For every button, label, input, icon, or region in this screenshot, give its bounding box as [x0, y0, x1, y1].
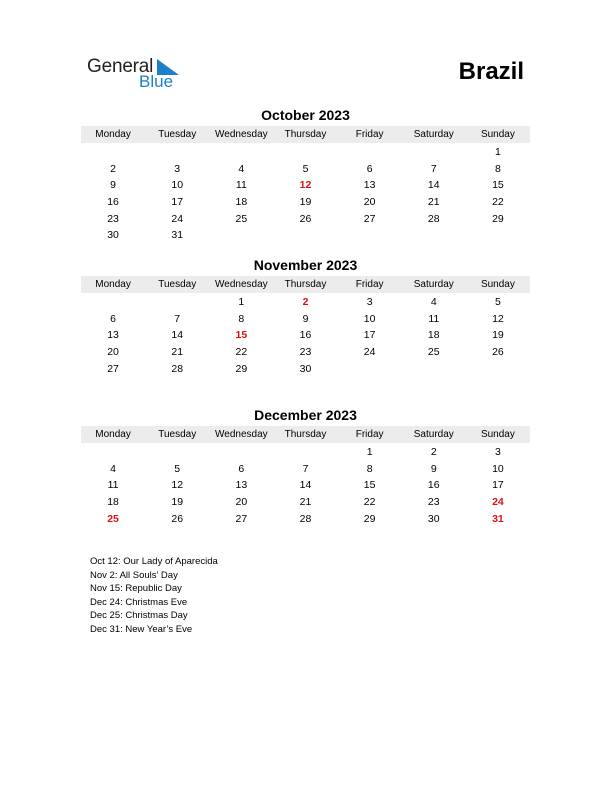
day-cell: 14 [427, 179, 440, 192]
day-cell: 30 [107, 229, 119, 242]
day-cell: 20 [107, 346, 119, 359]
holiday-note: Oct 12: Our Lady of Aparecida [90, 556, 218, 567]
day-grid [81, 144, 530, 244]
day-cell: 19 [171, 496, 184, 509]
month-title: October 2023 [261, 107, 350, 123]
day-cell: 26 [171, 512, 184, 525]
day-cell: 13 [107, 329, 119, 342]
empty-day-cell [402, 227, 466, 244]
weekday-label: Tuesday [158, 429, 197, 440]
day-cell: 13 [235, 479, 248, 492]
day-cell: 19 [492, 329, 504, 342]
weekday-label: Monday [95, 129, 131, 140]
holiday-day-cell: 25 [107, 512, 119, 525]
weekday-label: Wednesday [215, 129, 268, 140]
day-cell: 9 [430, 462, 437, 475]
empty-day-cell [209, 227, 273, 244]
weekday-label: Tuesday [158, 279, 197, 290]
day-cell: 5 [302, 162, 309, 175]
day-cell: 8 [366, 462, 373, 475]
day-cell: 4 [430, 296, 437, 308]
day-cell: 16 [427, 479, 440, 492]
day-cell: 7 [430, 162, 437, 175]
empty-day-cell [466, 361, 530, 378]
weekday-header [81, 276, 530, 293]
day-cell: 6 [110, 312, 116, 325]
day-grid [81, 444, 530, 527]
day-cell: 21 [299, 496, 312, 509]
day-cell: 8 [238, 312, 245, 325]
holiday-note: Nov 15: Republic Day [90, 583, 182, 595]
empty-day-cell [273, 227, 337, 244]
month-november [81, 256, 530, 377]
day-cell: 1 [366, 446, 373, 458]
day-cell: 16 [107, 196, 119, 209]
weekday-label: Sunday [480, 429, 515, 440]
day-cell: 17 [171, 196, 184, 209]
empty-day-cell [338, 227, 402, 244]
day-cell: 30 [299, 362, 312, 375]
day-cell: 12 [171, 479, 184, 492]
day-cell: 3 [495, 446, 501, 458]
day-cell: 31 [171, 229, 184, 242]
day-cell: 3 [366, 296, 373, 308]
day-cell: 4 [110, 462, 116, 475]
day-cell: 18 [235, 196, 248, 209]
weekday-label: Friday [355, 279, 384, 290]
holiday-note: Dec 31: New Year’s Eve [90, 623, 193, 635]
holiday-note: Nov 2: All Souls’ Day [90, 569, 178, 581]
day-cell: 22 [492, 196, 504, 209]
generalblue-logo [87, 56, 187, 92]
holiday-day-cell: 15 [235, 329, 248, 342]
weekday-label: Tuesday [158, 129, 197, 140]
holiday-list [90, 555, 218, 637]
day-cell: 22 [363, 496, 376, 509]
day-cell: 13 [363, 179, 376, 192]
logo-text-blue: Blue [139, 72, 174, 91]
day-cell: 24 [363, 346, 376, 359]
weekday-label: Sunday [480, 279, 515, 290]
holiday-day-cell: 31 [492, 512, 504, 525]
holiday-day-cell: 2 [302, 296, 309, 308]
day-cell: 27 [363, 212, 376, 225]
weekday-label: Saturday [413, 129, 454, 140]
empty-day-cell [338, 144, 402, 161]
country-title: Brazil [458, 58, 524, 85]
day-cell: 11 [235, 179, 247, 192]
day-cell: 16 [299, 329, 312, 342]
day-cell: 17 [492, 479, 504, 492]
weekday-label: Friday [355, 129, 384, 140]
empty-day-cell [145, 144, 209, 161]
empty-day-cell [81, 444, 145, 461]
day-cell: 11 [107, 479, 119, 492]
day-cell: 19 [299, 196, 312, 209]
day-cell: 23 [107, 212, 119, 225]
empty-day-cell [145, 444, 209, 461]
empty-day-cell [466, 227, 530, 244]
day-cell: 15 [363, 479, 376, 492]
empty-day-cell [209, 144, 273, 161]
logo-text-general: General [87, 56, 154, 77]
weekday-label: Thursday [284, 129, 327, 140]
day-cell: 26 [492, 346, 504, 359]
day-cell: 12 [492, 312, 504, 325]
weekday-label: Wednesday [215, 429, 268, 440]
day-cell: 29 [492, 212, 504, 225]
day-cell: 25 [235, 212, 248, 225]
weekday-label: Thursday [284, 279, 327, 290]
day-cell: 11 [428, 312, 440, 325]
empty-day-cell [402, 361, 466, 378]
day-cell: 14 [171, 329, 184, 342]
day-cell: 2 [110, 162, 116, 175]
day-cell: 8 [495, 162, 501, 175]
empty-day-cell [81, 144, 145, 161]
day-cell: 14 [299, 479, 312, 492]
day-cell: 20 [363, 196, 376, 209]
day-cell: 1 [495, 146, 501, 158]
day-cell: 18 [107, 496, 119, 509]
holiday-day-cell: 24 [492, 496, 504, 509]
weekday-label: Saturday [413, 279, 454, 290]
holiday-note: Dec 25: Christmas Day [90, 610, 188, 622]
day-cell: 21 [427, 196, 440, 209]
weekday-header [81, 426, 530, 443]
day-cell: 23 [299, 346, 312, 359]
day-cell: 28 [171, 362, 184, 375]
weekday-label: Thursday [284, 429, 327, 440]
day-cell: 29 [363, 512, 376, 525]
weekday-header [81, 126, 530, 143]
day-cell: 18 [427, 329, 440, 342]
day-cell: 10 [363, 312, 376, 325]
day-cell: 17 [363, 329, 376, 342]
weekday-label: Friday [355, 429, 384, 440]
day-cell: 7 [174, 312, 181, 325]
day-cell: 22 [235, 346, 248, 359]
day-cell: 5 [495, 296, 501, 308]
empty-day-cell [209, 444, 273, 461]
day-cell: 20 [235, 496, 248, 509]
weekday-label: Sunday [480, 129, 515, 140]
day-cell: 27 [235, 512, 248, 525]
day-cell: 1 [238, 296, 245, 308]
day-grid [81, 294, 530, 377]
day-cell: 10 [492, 462, 504, 475]
month-title: December 2023 [254, 407, 357, 423]
holiday-note: Dec 24: Christmas Eve [90, 596, 188, 608]
day-cell: 7 [302, 462, 309, 475]
month-october [81, 106, 530, 244]
weekday-label: Saturday [413, 429, 454, 440]
day-cell: 27 [107, 362, 119, 375]
day-cell: 21 [171, 346, 184, 359]
day-cell: 15 [492, 179, 504, 192]
day-cell: 30 [427, 512, 440, 525]
weekday-label: Monday [95, 429, 131, 440]
day-cell: 9 [110, 179, 116, 192]
day-cell: 28 [299, 512, 312, 525]
day-cell: 4 [238, 162, 245, 175]
day-cell: 26 [299, 212, 312, 225]
day-cell: 24 [171, 212, 184, 225]
empty-day-cell [145, 294, 209, 311]
day-cell: 23 [427, 496, 440, 509]
day-cell: 3 [174, 162, 181, 175]
empty-day-cell [81, 294, 145, 311]
weekday-label: Monday [95, 279, 131, 290]
weekday-label: Wednesday [215, 279, 268, 290]
day-cell: 10 [171, 179, 184, 192]
day-cell: 29 [235, 362, 248, 375]
day-cell: 28 [427, 212, 440, 225]
month-title: November 2023 [253, 257, 358, 273]
empty-day-cell [338, 361, 402, 378]
day-cell: 25 [427, 346, 440, 359]
day-cell: 2 [430, 446, 437, 458]
holiday-day-cell: 12 [299, 179, 312, 192]
day-cell: 6 [366, 162, 373, 175]
month-december [81, 406, 530, 527]
empty-day-cell [402, 144, 466, 161]
day-cell: 9 [302, 312, 309, 325]
day-cell: 6 [238, 462, 245, 475]
empty-day-cell [273, 444, 337, 461]
day-cell: 5 [174, 462, 181, 475]
empty-day-cell [273, 144, 337, 161]
